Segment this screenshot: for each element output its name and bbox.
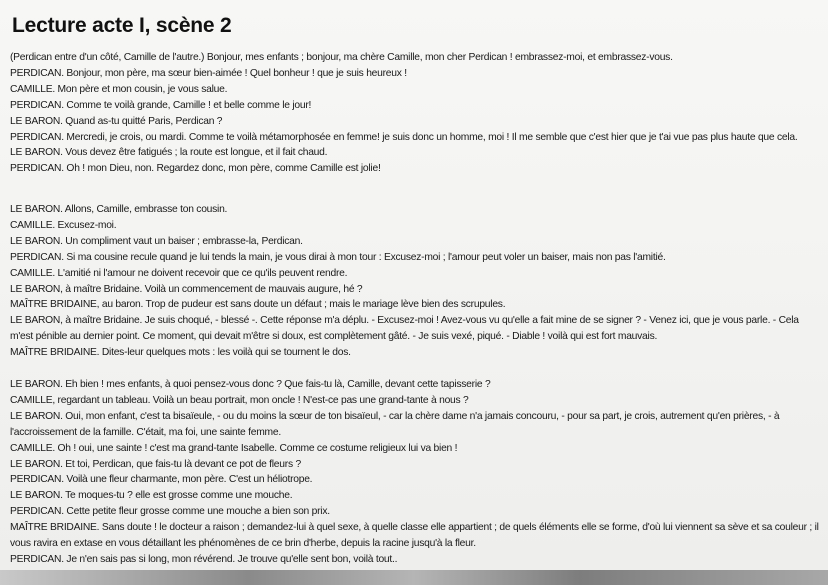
- text-section-1: [10, 50, 822, 177]
- dialogue-line: LE BARON. Allons, Camille, embrasse ton cousin.: [10, 204, 228, 215]
- dialogue-line: PERDICAN. Bonjour, mon père, ma sœur bien-aimée ! Quel bonheur ! que je suis heureux !: [10, 67, 407, 79]
- dialogue-line: CAMILLE, regardant un tableau. Voilà un beau portrait, mon oncle ! N'est-ce pas une grand-tante à nous ?: [10, 394, 469, 406]
- dialogue-line: PERDICAN. Je n'en sais pas si long, mon révérend. Je trouve qu'elle sent bon, voilà tout..: [10, 553, 398, 565]
- dialogue-line: MAÎTRE BRIDAINE, au baron. Trop de pudeur est sans doute un défaut ; mais le mariage lève bien des scrupules.: [10, 299, 506, 311]
- page-title: Lecture acte I, scène 2: [12, 14, 232, 37]
- dialogue-line: LE BARON. Quand as-tu quitté Paris, Perdican ?: [10, 115, 223, 127]
- scan-edge: [0, 570, 828, 585]
- dialogue-line: CAMILLE. L'amitié ni l'amour ne doivent recevoir que ce qu'ils peuvent rendre.: [10, 267, 348, 279]
- dialogue-line: PERDICAN. Oh ! mon Dieu, non. Regardez donc, mon père, comme Camille est jolie!: [10, 163, 381, 175]
- dialogue-line: PERDICAN. Mercredi, je crois, ou mardi. Comme te voilà métamorphosée en femme! je suis donc un homme, moi ! Il me semble que c'est hier que je t'ai vue pas plus haute que cela.: [10, 131, 798, 143]
- dialogue-line: LE BARON. Et toi, Perdican, que fais-tu là devant ce pot de fleurs ?: [10, 458, 301, 470]
- dialogue-line: LE BARON. Vous devez être fatigués ; la route est longue, et il fait chaud.: [10, 147, 328, 159]
- dialogue-line: LE BARON. Te moques-tu ? elle est grosse comme une mouche.: [10, 490, 293, 502]
- dialogue-line: LE BARON. Un compliment vaut un baiser ; embrasse-la, Perdican.: [10, 235, 303, 247]
- dialogue-line: MAÎTRE BRIDAINE. Dites-leur quelques mots : les voilà qui se tournent le dos.: [10, 347, 351, 359]
- dialogue-line: MAÎTRE BRIDAINE. Sans doute ! le docteur a raison ; demandez-lui à quel sexe, à quelle classe elle appartient ; de quels éléments elle se forme, d'où lui viennent sa sève et sa couleur ; il vous ravira en extase en vous détaillant les phénomènes de ce brin d'herbe, depuis la racine jusqu'à la fleur.: [10, 522, 819, 550]
- text-section-2: [10, 202, 822, 361]
- text-section-3: [10, 377, 822, 568]
- dialogue-line: (Perdican entre d'un côté, Camille de l'autre.) Bonjour, mes enfants ; bonjour, ma chère Camille, mon cher Perdican ! embrassez-moi, et embrassez-vous.: [10, 52, 673, 63]
- dialogue-line: CAMILLE. Mon père et mon cousin, je vous salue.: [10, 83, 228, 95]
- dialogue-line: LE BARON. Eh bien ! mes enfants, à quoi pensez-vous donc ? Que fais-tu là, Camille, devant cette tapisserie ?: [10, 379, 491, 390]
- dialogue-line: LE BARON. Oui, mon enfant, c'est ta bisaïeule, - ou du moins la sœur de ton bisaïeul, - car la chère dame n'a jamais concouru, - pour sa part, je crois, autrement qu'en prières, - à l'accroissement de la famille. C'était, ma foi, une sainte femme.: [10, 410, 780, 438]
- dialogue-line: LE BARON, à maître Bridaine. Voilà un commencement de mauvais augure, hé ?: [10, 283, 363, 295]
- dialogue-line: LE BARON, à maître Bridaine. Je suis choqué, - blessé -. Cette réponse m'a déplu. - Excusez-moi ! Avez-vous vu qu'elle a fait mine de se signer ? - Venez ici, que je vous parle. - Cela m'est pénible au dernier point. Ce moment, qui devait m'être si doux, est complètement gâté. - Je suis vexé, piqué. - Diable ! voilà qui est fort mauvais.: [10, 315, 799, 343]
- dialogue-line: PERDICAN. Cette petite fleur grosse comme une mouche a bien son prix.: [10, 506, 330, 518]
- dialogue-line: PERDICAN. Voilà une fleur charmante, mon père. C'est un héliotrope.: [10, 474, 313, 486]
- dialogue-line: CAMILLE. Excusez-moi.: [10, 219, 117, 231]
- dialogue-line: PERDICAN. Comme te voilà grande, Camille ! et belle comme le jour!: [10, 99, 312, 111]
- dialogue-line: PERDICAN. Si ma cousine recule quand je lui tends la main, je vous dirai à mon tour : Excusez-moi ; l'amour peut voler un baiser, mais non pas l'amitié.: [10, 251, 666, 263]
- dialogue-line: CAMILLE. Oh ! oui, une sainte ! c'est ma grand-tante Isabelle. Comme ce costume religieux lui va bien !: [10, 442, 458, 454]
